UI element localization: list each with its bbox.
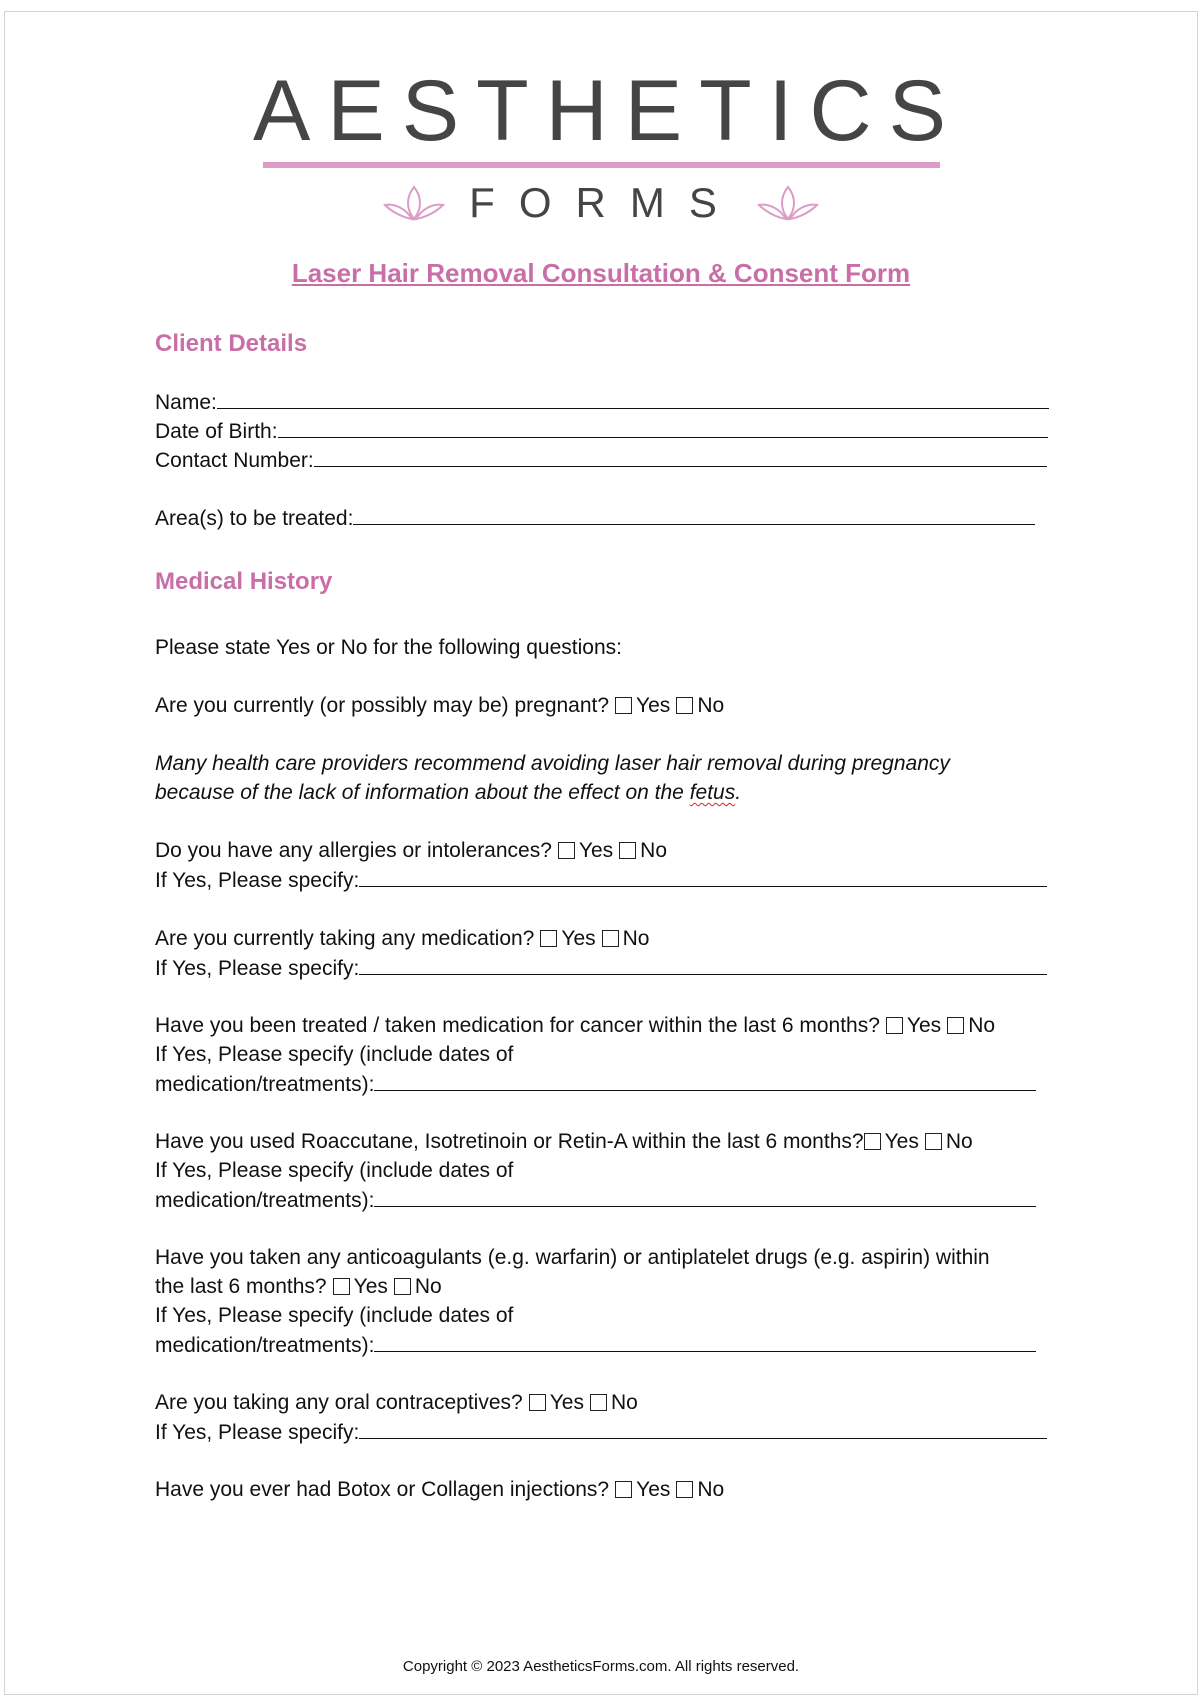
yes-checkbox[interactable] [615, 1481, 632, 1498]
no-label: No [697, 1478, 725, 1501]
no-checkbox[interactable] [619, 842, 636, 859]
form-page [4, 11, 1198, 1695]
form-title: Laser Hair Removal Consultation & Consent Form [291, 258, 911, 288]
contraceptives-specify-field[interactable] [359, 1420, 1047, 1439]
logo-main-text: AESTHETICS [253, 63, 963, 159]
yes-label: Yes [906, 1014, 942, 1037]
yes-checkbox[interactable] [558, 842, 575, 859]
no-label: No [697, 694, 725, 717]
yes-label: Yes [549, 1391, 584, 1414]
question-text: Have you used Roaccutane, Isotretinoin or Retin-A within the last 6 months? [155, 1130, 864, 1153]
yes-checkbox[interactable] [333, 1278, 350, 1295]
no-checkbox[interactable] [394, 1278, 411, 1295]
yes-label: Yes [578, 839, 614, 862]
yes-label: Yes [636, 1478, 671, 1501]
medical-history-heading: Medical History [155, 568, 333, 595]
no-checkbox[interactable] [947, 1017, 964, 1034]
anticoagulants-treatments-field[interactable] [374, 1333, 1036, 1352]
question-anticoagulants-line2 [155, 1275, 442, 1299]
question-text: Have you ever had Botox or Collagen injections? [155, 1478, 610, 1501]
name-label: Name: [155, 391, 217, 414]
cancer-treatments-field[interactable] [374, 1072, 1036, 1091]
dob-label: Date of Birth: [155, 420, 278, 443]
no-label: No [945, 1130, 973, 1153]
yes-checkbox[interactable] [864, 1133, 881, 1150]
no-label: No [622, 927, 650, 950]
no-label: No [968, 1014, 996, 1037]
question-contraceptives [155, 1391, 638, 1415]
question-text: Do you have any allergies or intolerances? [155, 839, 552, 862]
cancer-specify-label: If Yes, Please specify (include dates of [155, 1043, 514, 1066]
medication-specify-field[interactable] [359, 956, 1047, 975]
treatments-label: medication/treatments): [155, 1334, 375, 1357]
yes-label: Yes [561, 927, 596, 950]
roaccutane-treatments-field[interactable] [374, 1188, 1036, 1207]
no-checkbox[interactable] [676, 1481, 693, 1498]
cancer-treatments-row [155, 1072, 1036, 1097]
anticoagulants-specify-label: If Yes, Please specify (include dates of [155, 1304, 514, 1327]
allergies-specify-field[interactable] [359, 868, 1047, 887]
dob-row [155, 419, 1048, 444]
no-checkbox[interactable] [590, 1394, 607, 1411]
name-field[interactable] [217, 390, 1049, 409]
contact-label: Contact Number: [155, 449, 314, 472]
no-label: No [414, 1275, 442, 1298]
question-cancer [155, 1014, 995, 1038]
question-text: Are you currently (or possibly may be) pregnant? [155, 694, 610, 717]
specify-label: If Yes, Please specify: [155, 869, 360, 892]
copyright-footer: Copyright © 2023 AestheticsForms.com. All rights reserved. [402, 1658, 800, 1675]
note-end: . [735, 781, 742, 804]
pregnancy-note-line2 [155, 781, 741, 805]
question-text: the last 6 months? [155, 1275, 327, 1298]
lotus-left-icon [381, 183, 447, 223]
question-text: Are you taking any oral contraceptives? [155, 1391, 523, 1414]
yes-checkbox[interactable] [615, 697, 632, 714]
question-text: Are you currently taking any medication? [155, 927, 535, 950]
contact-field[interactable] [314, 448, 1047, 467]
yes-checkbox[interactable] [529, 1394, 546, 1411]
roaccutane-treatments-row [155, 1188, 1036, 1213]
question-pregnant [155, 694, 724, 718]
no-label: No [640, 839, 668, 862]
logo-divider [263, 162, 940, 168]
no-checkbox[interactable] [676, 697, 693, 714]
yes-label: Yes [636, 694, 671, 717]
question-roaccutane [155, 1130, 973, 1154]
name-row [155, 390, 1049, 415]
areas-label: Area(s) to be treated: [155, 507, 354, 530]
lotus-right-icon [755, 183, 821, 223]
treatments-label: medication/treatments): [155, 1189, 375, 1212]
question-botox [155, 1478, 724, 1502]
contraceptives-specify-row [155, 1420, 1047, 1445]
brand-logo [5, 63, 1197, 226]
question-anticoagulants-line1: Have you taken any anticoagulants (e.g. warfarin) or antiplatelet drugs (e.g. aspirin) within [155, 1246, 990, 1269]
specify-label: If Yes, Please specify: [155, 1421, 360, 1444]
areas-row [155, 506, 1035, 531]
question-medication [155, 927, 650, 951]
question-allergies [155, 839, 667, 863]
roaccutane-specify-label: If Yes, Please specify (include dates of [155, 1159, 514, 1182]
medication-specify-row [155, 956, 1047, 981]
spellcheck-word: fetus [689, 781, 736, 804]
dob-field[interactable] [278, 419, 1048, 438]
client-details-heading: Client Details [155, 330, 308, 357]
question-text: Have you been treated / taken medication for cancer within the last 6 months? [155, 1014, 880, 1037]
intro-text: Please state Yes or No for the following questions: [155, 636, 622, 659]
anticoagulants-treatments-row [155, 1333, 1036, 1358]
no-label: No [610, 1391, 638, 1414]
allergies-specify-row [155, 868, 1047, 893]
yes-label: Yes [884, 1130, 919, 1153]
no-checkbox[interactable] [925, 1133, 942, 1150]
pregnancy-note-line1: Many health care providers recommend avoiding laser hair removal during pregnancy [155, 752, 950, 775]
treatments-label: medication/treatments): [155, 1073, 375, 1096]
logo-sub-text: FORMS [469, 179, 741, 226]
yes-checkbox[interactable] [886, 1017, 903, 1034]
note-text: because of the lack of information about the effect on the [155, 781, 690, 804]
specify-label: If Yes, Please specify: [155, 957, 360, 980]
yes-label: Yes [353, 1275, 388, 1298]
no-checkbox[interactable] [602, 930, 619, 947]
areas-field[interactable] [353, 506, 1035, 525]
contact-row [155, 448, 1047, 473]
yes-checkbox[interactable] [540, 930, 557, 947]
